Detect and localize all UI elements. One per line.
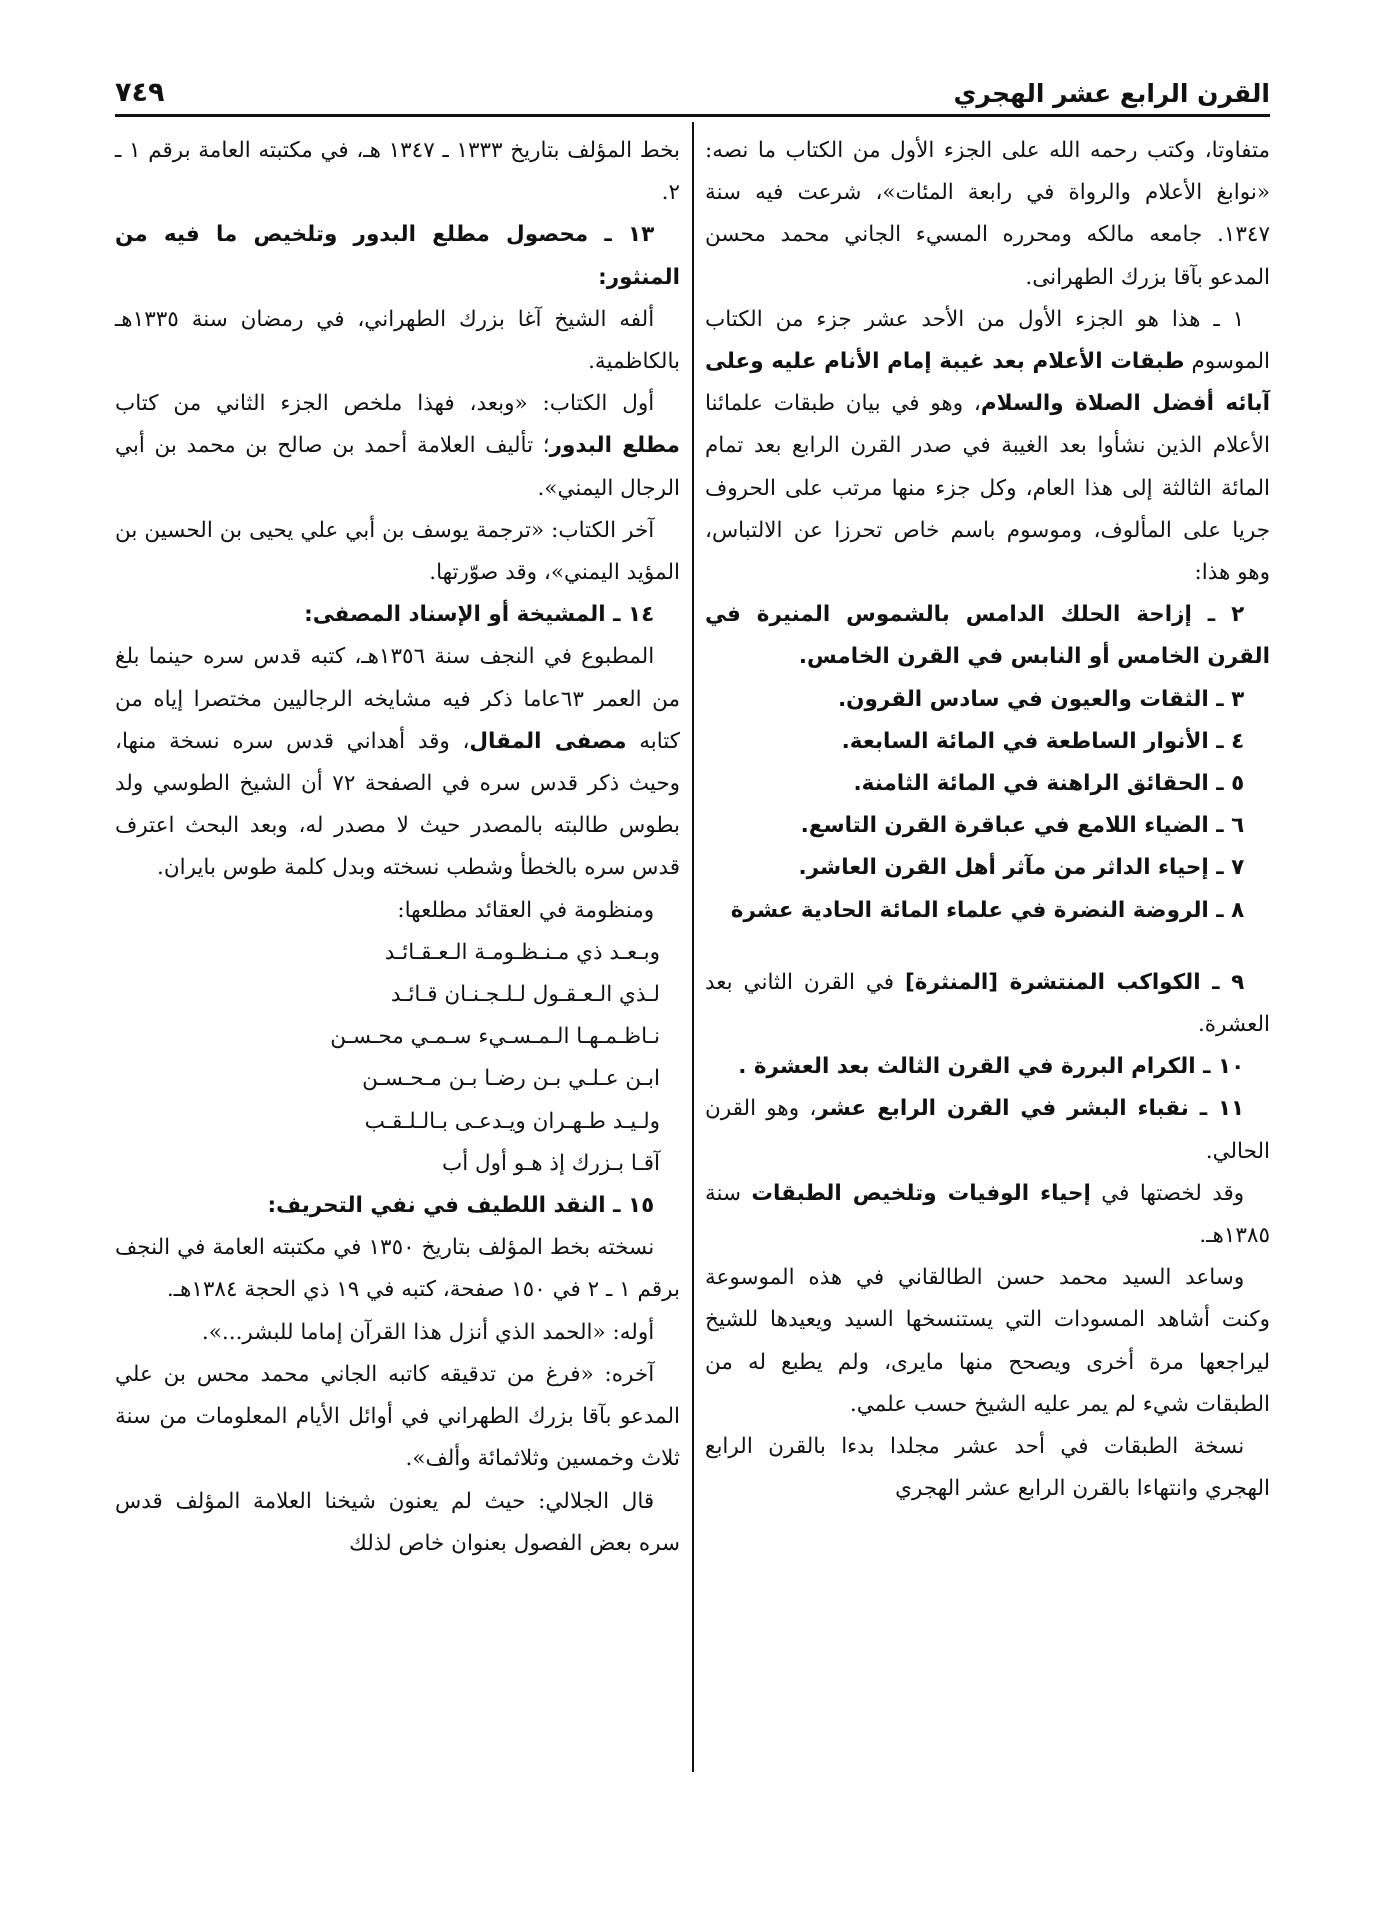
- column-divider: [692, 122, 694, 1772]
- list-item: [705, 1088, 1270, 1172]
- book-title: ٩ ـ الكواكب المنتشرة [المنثرة]: [904, 969, 1245, 995]
- text-run: ، وقد أهداني قدس سره نسخة منها، وحيث ذكر قدس سره في الصفحة ٧٢ أن الشيخ الطوسي ولد بطوس طالبته بالمصدر حيث لا مصدر له، وبعد البحث اعترف قدس سره بالخطأ وشطب نسخته وبدل كلمة طوس بايران.: [115, 728, 680, 881]
- book-title: مطلع البدور: [549, 433, 680, 459]
- section-heading: ١٥ ـ النقد اللطيف في نفي التحريف:: [267, 1193, 655, 1219]
- text-run: المطبوع في النجف سنة ١٣٥٦هـ، كتبه قدس سره حينما بلغ من العمر ٦٣عاما ذكر فيه مشايخه الرجاليين مختصرا إياه من كتابه: [115, 644, 680, 754]
- list-item: ٥ ـ الحقائق الراهنة في المائة الثامنة.: [853, 771, 1245, 797]
- page-number: ٧٤٩: [115, 77, 165, 108]
- verse-line: لـذي الـعـقـول لـلـجـنـان قـائـد: [390, 982, 660, 1008]
- book-title: إحياء الوفيات وتلخيص الطبقات: [751, 1180, 1091, 1206]
- text-run: ١ ـ هذا هو الجزء الأول من الأحد عشر جزء من الكتاب الموسوم: [705, 306, 1271, 375]
- paragraph: [115, 636, 680, 889]
- paragraph: [705, 1173, 1270, 1257]
- paragraph: قال الجلالي: حيث لم يعنون شيخنا العلامة المؤلف قدس سره بعض الفصول بعنوان خاص لذلك: [115, 1488, 680, 1556]
- verse-line: آقـا بـزرك إذ هـو أول أب: [441, 1150, 660, 1176]
- list-item: ٢ ـ إزاحة الحلك الدامس بالشموس المنيرة في القرن الخامس أو النابس في القرن الخامس.: [705, 602, 1270, 670]
- section-heading: ١٣ ـ محصول مطلع البدور وتلخيص ما فيه من المنثور:: [115, 222, 680, 290]
- paragraph: نسخته بخط المؤلف بتاريخ ١٣٥٠ في مكتبته العامة في النجف برقم ١ ـ ٢ في ١٥٠ صفحة، كتبه في ١٩ ذي الحجة ١٣٨٤هـ.: [115, 1235, 680, 1303]
- text-run: ، وهو في بيان طبقات علمائنا الأعلام الذين نشأوا بعد الغيبة في صدر القرن الرابع بعد تمام المائة الثالثة إلى هذا العام، وكل جزء منها مرتب على الحروف جريا على المألوف، وموسوم باسم خاص تحرزا عن الالتباس، وهو هذا:: [705, 391, 1270, 586]
- list-item: ٤ ـ الأنوار الساطعة في المائة السابعة.: [841, 728, 1245, 754]
- paragraph: وساعد السيد محمد حسن الطالقاني في هذه الموسوعة وكنت أشاهد المسودات التي يستنسخها السيد ويعيدها للشيخ ليراجعها مرة أخرى ويصحح منها مايرى، ولم يطبع له من الطبقات شيء لم يمر عليه الشيخ حسب علمي.: [705, 1265, 1270, 1417]
- section-heading: ١٤ ـ المشيخة أو الإسناد المصفى:: [304, 602, 655, 628]
- right-column: [705, 130, 1270, 1511]
- book-title: مصفى المقال: [469, 728, 627, 754]
- list-item: ٧ ـ إحياء الداثر من مآثر أهل القرن العاشر.: [798, 855, 1245, 881]
- text-run: وقد لخصتها في: [1090, 1180, 1245, 1206]
- list-item: [705, 962, 1270, 1046]
- spacer: [705, 932, 1270, 962]
- paragraph: آخره: «فرغ من تدقيقه كاتبه الجاني محمد محس بن علي المدعو بآقا بزرك الطهراني في أوائل الأيام المعلومات من سنة ثلاث وخمسين وثلاثمائة وألف».: [115, 1361, 680, 1472]
- paragraph: [115, 383, 680, 510]
- paragraph: أوله: «الحمد الذي أنزل هذا القرآن إماما للبشر...».: [201, 1319, 655, 1345]
- verse-line: ولـيـد طـهـران ويـدعـى بـالـلـقـب: [364, 1108, 660, 1134]
- left-column: [115, 130, 680, 1565]
- text-run: ؛ تأليف العلامة أحمد بن صالح بن محمد بن أبي الرجال اليمني».: [115, 433, 680, 501]
- list-item: ١٠ ـ الكرام البررة في القرن الثالث بعد العشرة .: [738, 1054, 1245, 1080]
- list-item: ٦ ـ الضياء اللامع في عباقرة القرن التاسع.: [800, 813, 1245, 839]
- list-item: ٨ ـ الروضة النضرة في علماء المائة الحادية عشرة: [730, 897, 1245, 923]
- text-run: ، وهو القرن الحالي.: [705, 1096, 1270, 1164]
- list-item: ٣ ـ الثقات والعيون في سادس القرون.: [837, 686, 1245, 712]
- paragraph: آخر الكتاب: «ترجمة يوسف بن أبي علي يحيى بن الحسين بن المؤيد اليمني»، وقد صوّرتها.: [115, 517, 680, 586]
- paragraph: نسخة الطبقات في أحد عشر مجلدا بدءا بالقرن الرابع الهجري وانتهاءا بالقرن الرابع عشر الهجري: [705, 1434, 1270, 1502]
- page-header: [115, 58, 1270, 117]
- book-title: ١١ ـ نقباء البشر في القرن الرابع عشر: [816, 1096, 1245, 1122]
- paragraph: متفاوتا، وكتب رحمه الله على الجزء الأول من الكتاب ما نصه: «نوابغ الأعلام والرواة في رابعة المئات»، شرعت فيه سنة ١٣٤٧. جامعه مالكه ومحرره المسيء الجاني محمد محسن المدعو بآقا بزرك الطهرانى.: [705, 138, 1270, 290]
- text-run: في القرن الثاني بعد العشرة.: [705, 969, 1270, 1038]
- paragraph: بخط المؤلف بتاريخ ١٣٣٣ ـ ١٣٤٧ هـ، في مكتبته العامة برقم ١ ـ ٢.: [115, 138, 680, 206]
- running-title: القرن الرابع عشر الهجري: [953, 79, 1270, 108]
- paragraph: ومنظومة في العقائد مطلعها:: [397, 897, 655, 923]
- text-run: سنة ١٣٨٥هـ.: [705, 1180, 1270, 1249]
- paragraph: ألفه الشيخ آغا بزرك الطهراني، في رمضان سنة ١٣٣٥هـ بالكاظمية.: [115, 306, 680, 375]
- verse-line: ابـن عـلـي بـن رضـا بـن مـحـسـن: [362, 1066, 660, 1092]
- verse-line: نـاظـمـهـا الـمـسـيء سـمـي محـسـن: [330, 1024, 660, 1050]
- paragraph: [705, 299, 1270, 594]
- book-title: طبقات الأعلام بعد غيبة إمام الأنام عليه وعلى آبائه أفضل الصلاة والسلام: [705, 349, 1270, 417]
- verse-line: وبـعـد ذي مـنـظـومـة الـعـقـائـد: [384, 939, 660, 965]
- text-run: أول الكتاب: «وبعد، فهذا ملخص الجزء الثاني من كتاب: [115, 391, 655, 417]
